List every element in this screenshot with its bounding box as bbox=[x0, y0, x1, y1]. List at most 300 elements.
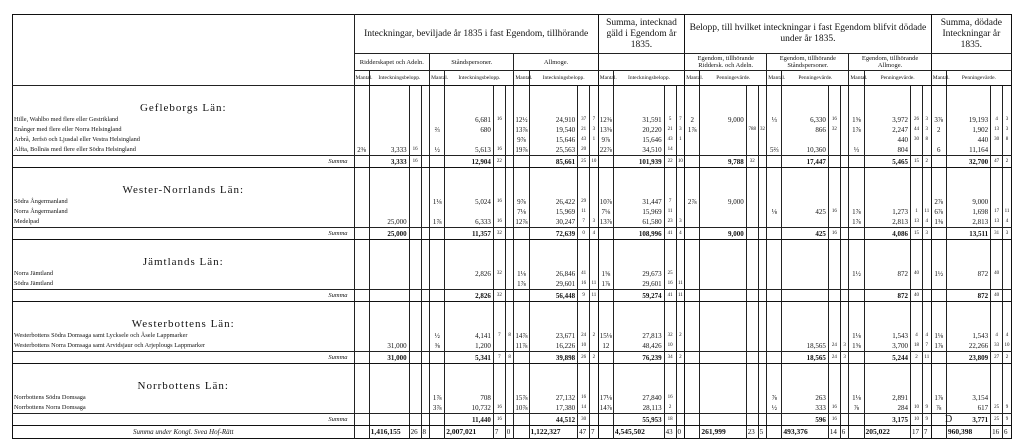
value-cell: 15,646 bbox=[613, 135, 664, 145]
value-cell bbox=[430, 156, 445, 168]
value-cell bbox=[685, 156, 700, 168]
value-cell: 15,969 bbox=[613, 207, 664, 217]
value-cell: 30,247 bbox=[529, 217, 578, 228]
value-cell bbox=[700, 125, 746, 135]
summa-row bbox=[13, 414, 1012, 426]
value-cell bbox=[505, 197, 514, 207]
value-cell bbox=[493, 341, 505, 352]
value-cell bbox=[409, 331, 421, 341]
value-cell: ⅓ bbox=[849, 145, 864, 156]
value-cell bbox=[782, 217, 828, 228]
value-cell bbox=[409, 341, 421, 352]
value-cell bbox=[849, 426, 864, 439]
value-cell: 41 bbox=[664, 228, 676, 240]
value-cell: 25 bbox=[991, 414, 1003, 426]
value-cell: 19,193 bbox=[946, 115, 990, 125]
value-cell: 4 bbox=[922, 217, 931, 228]
value-cell bbox=[590, 403, 599, 414]
value-cell bbox=[369, 414, 409, 426]
value-cell bbox=[369, 86, 409, 116]
value-cell: 3 bbox=[590, 125, 599, 135]
value-cell bbox=[828, 279, 840, 290]
value-cell: 3 bbox=[676, 217, 685, 228]
value-cell bbox=[676, 364, 685, 394]
value-cell bbox=[430, 352, 445, 364]
value-cell: 16 bbox=[409, 145, 421, 156]
value-cell: 47 bbox=[578, 426, 590, 439]
value-cell bbox=[767, 135, 782, 145]
value-cell bbox=[445, 168, 494, 198]
value-cell: 15,646 bbox=[529, 135, 578, 145]
value-cell: 9,000 bbox=[700, 228, 746, 240]
value-cell bbox=[700, 364, 746, 394]
value-cell: 11,164 bbox=[946, 145, 990, 156]
table-row-label: Enånger med flere eller Norra Helsingland bbox=[14, 126, 122, 133]
value-cell bbox=[409, 393, 421, 403]
value-cell bbox=[767, 352, 782, 364]
value-cell bbox=[767, 217, 782, 228]
value-cell: 0 bbox=[505, 426, 514, 439]
value-cell bbox=[430, 290, 445, 302]
value-cell bbox=[991, 197, 1003, 207]
value-cell: 30 bbox=[991, 135, 1003, 145]
summa-row-label: Summa bbox=[13, 290, 355, 302]
value-cell bbox=[445, 207, 494, 217]
summa-row-label: Summa bbox=[13, 352, 355, 364]
value-cell bbox=[590, 364, 599, 394]
value-cell bbox=[430, 279, 445, 290]
value-cell: 32 bbox=[493, 290, 505, 302]
value-cell bbox=[369, 197, 409, 207]
value-cell: 9 bbox=[922, 403, 931, 414]
value-cell bbox=[598, 168, 613, 198]
value-cell: 13⅞ bbox=[515, 126, 528, 134]
value-cell bbox=[782, 197, 828, 207]
value-cell bbox=[782, 135, 828, 145]
value-cell: 15⅞ bbox=[515, 394, 528, 402]
value-cell: 6 bbox=[931, 145, 946, 156]
table-row bbox=[13, 393, 1012, 403]
value-cell bbox=[664, 240, 676, 270]
county-heading bbox=[13, 240, 1012, 270]
value-cell bbox=[1003, 269, 1012, 279]
value-cell bbox=[430, 228, 445, 240]
value-cell bbox=[767, 426, 782, 439]
value-cell bbox=[849, 352, 864, 364]
value-cell: 16 bbox=[493, 403, 505, 414]
value-cell bbox=[613, 302, 664, 332]
value-cell bbox=[849, 240, 864, 270]
value-cell bbox=[931, 426, 946, 439]
value-cell: 72,639 bbox=[529, 228, 578, 240]
value-cell: 10,732 bbox=[445, 403, 494, 414]
value-cell bbox=[354, 279, 369, 290]
value-cell bbox=[445, 364, 494, 394]
value-cell bbox=[409, 240, 421, 270]
value-cell: 11 bbox=[676, 279, 685, 290]
value-cell: 18,565 bbox=[782, 352, 828, 364]
header-egendom-ridderskap: Egendom, tillhörande Riddersk. och Adeln. bbox=[685, 54, 767, 71]
value-cell bbox=[758, 403, 767, 414]
value-cell: 263 bbox=[782, 393, 828, 403]
value-cell bbox=[840, 125, 849, 135]
amount-header: Inteckningsbelopp. bbox=[369, 71, 430, 86]
value-cell: 205,022 bbox=[864, 426, 910, 439]
value-cell: 3 bbox=[1003, 228, 1012, 240]
value-cell bbox=[421, 197, 430, 207]
value-cell: 18 bbox=[911, 341, 923, 352]
value-cell bbox=[849, 279, 864, 290]
value-cell bbox=[746, 290, 758, 302]
county-heading-label: Norrbottens Län: bbox=[137, 380, 229, 392]
value-cell bbox=[598, 86, 613, 116]
value-cell bbox=[767, 197, 782, 207]
value-cell: 0 bbox=[676, 426, 685, 439]
value-cell: 2,891 bbox=[864, 393, 910, 403]
value-cell: 7 bbox=[590, 115, 599, 125]
value-cell: 1,543 bbox=[864, 331, 910, 341]
value-cell bbox=[758, 279, 767, 290]
value-cell: 24 bbox=[828, 341, 840, 352]
value-cell bbox=[840, 290, 849, 302]
value-cell bbox=[409, 228, 421, 240]
value-cell bbox=[354, 331, 369, 341]
value-cell: 284 bbox=[864, 403, 910, 414]
value-cell: 26,846 bbox=[529, 269, 578, 279]
value-cell: 108,996 bbox=[613, 228, 664, 240]
value-cell bbox=[758, 240, 767, 270]
value-cell bbox=[746, 217, 758, 228]
value-cell: 27 bbox=[991, 352, 1003, 364]
value-cell bbox=[598, 426, 613, 439]
value-cell bbox=[409, 302, 421, 332]
value-cell bbox=[931, 290, 946, 302]
value-cell bbox=[840, 168, 849, 198]
value-cell bbox=[430, 86, 445, 116]
value-cell: 27,813 bbox=[613, 331, 664, 341]
value-cell bbox=[700, 352, 746, 364]
value-cell: 37 bbox=[578, 115, 590, 125]
value-cell bbox=[514, 240, 529, 270]
value-cell bbox=[354, 403, 369, 414]
value-cell bbox=[685, 341, 700, 352]
value-cell: 61,580 bbox=[613, 217, 664, 228]
value-cell bbox=[590, 145, 599, 156]
table-row bbox=[13, 115, 1012, 125]
value-cell: 2 bbox=[685, 115, 700, 125]
value-cell: 440 bbox=[864, 135, 910, 145]
value-cell: 3 bbox=[922, 115, 931, 125]
value-cell: 7 bbox=[590, 426, 599, 439]
value-cell: 16 bbox=[828, 414, 840, 426]
value-cell bbox=[911, 302, 923, 332]
table-row bbox=[13, 145, 1012, 156]
value-cell bbox=[931, 302, 946, 332]
value-cell: ⅛ bbox=[767, 207, 782, 217]
value-cell bbox=[758, 207, 767, 217]
value-cell bbox=[430, 302, 445, 332]
value-cell bbox=[946, 279, 990, 290]
value-cell bbox=[931, 228, 946, 240]
value-cell bbox=[421, 217, 430, 228]
value-cell bbox=[445, 135, 494, 145]
value-cell: 12 bbox=[598, 341, 613, 352]
value-cell bbox=[746, 403, 758, 414]
value-cell: 11 bbox=[676, 290, 685, 302]
value-cell: ½ bbox=[430, 331, 445, 341]
value-cell: 1⅞ bbox=[685, 125, 700, 135]
value-cell: 18,565 bbox=[782, 341, 828, 352]
county-heading-label: Wester-Norrlands Län: bbox=[122, 184, 245, 196]
value-cell: 16 bbox=[493, 414, 505, 426]
value-cell bbox=[505, 269, 514, 279]
value-cell: 7 bbox=[493, 426, 505, 439]
value-cell bbox=[746, 302, 758, 332]
value-cell: 2,826 bbox=[445, 290, 494, 302]
value-cell: 7 bbox=[578, 217, 590, 228]
value-cell bbox=[840, 414, 849, 426]
value-cell bbox=[493, 86, 505, 116]
value-cell bbox=[931, 135, 946, 145]
value-cell bbox=[991, 240, 1003, 270]
value-cell bbox=[354, 352, 369, 364]
value-cell: 2,247 bbox=[864, 125, 910, 135]
value-cell bbox=[514, 290, 529, 302]
value-cell bbox=[782, 269, 828, 279]
value-cell: 16 bbox=[991, 426, 1003, 439]
summa-row bbox=[13, 290, 1012, 302]
value-cell: 101,939 bbox=[613, 156, 664, 168]
value-cell bbox=[590, 393, 599, 403]
header-blank-dodade bbox=[931, 54, 1011, 71]
value-cell bbox=[864, 279, 910, 290]
value-cell: 16 bbox=[493, 115, 505, 125]
value-cell bbox=[590, 269, 599, 279]
value-cell bbox=[421, 115, 430, 125]
value-cell: 2 bbox=[931, 125, 946, 135]
value-cell bbox=[767, 156, 782, 168]
value-cell bbox=[676, 414, 685, 426]
value-cell bbox=[409, 279, 421, 290]
value-cell: 9 bbox=[922, 414, 931, 426]
value-cell bbox=[421, 145, 430, 156]
value-cell: 31,591 bbox=[613, 115, 664, 125]
value-cell: 1⅞ bbox=[849, 207, 864, 217]
value-cell: 15 bbox=[911, 156, 923, 168]
value-cell bbox=[922, 393, 931, 403]
amount-header: Penningevärde. bbox=[946, 71, 1011, 86]
value-cell: 2,813 bbox=[946, 217, 990, 228]
header-summa-dodade: Summa, dödade Inteckningar år 1835. bbox=[931, 15, 1011, 54]
value-cell bbox=[421, 414, 430, 426]
value-cell: 17,380 bbox=[529, 403, 578, 414]
value-cell: 31,000 bbox=[369, 352, 409, 364]
value-cell bbox=[922, 279, 931, 290]
value-cell: 16 bbox=[828, 115, 840, 125]
value-cell: 11 bbox=[1003, 207, 1012, 217]
value-cell bbox=[1003, 145, 1012, 156]
value-cell: 3⅞ bbox=[430, 403, 445, 414]
value-cell: 15⅛ bbox=[599, 332, 612, 340]
value-cell bbox=[354, 115, 369, 125]
value-cell bbox=[746, 115, 758, 125]
value-cell bbox=[354, 125, 369, 135]
value-cell bbox=[676, 168, 685, 198]
value-cell bbox=[849, 86, 864, 116]
value-cell bbox=[505, 414, 514, 426]
value-cell: 16 bbox=[578, 279, 590, 290]
value-cell bbox=[828, 302, 840, 332]
value-cell bbox=[613, 168, 664, 198]
value-cell: 7⅛ bbox=[598, 207, 613, 217]
value-cell bbox=[505, 290, 514, 302]
value-cell: 2 bbox=[590, 352, 599, 364]
value-cell bbox=[782, 364, 828, 394]
value-cell: 17 bbox=[991, 207, 1003, 217]
value-cell bbox=[849, 364, 864, 394]
county-heading bbox=[13, 302, 1012, 332]
value-cell bbox=[782, 302, 828, 332]
header-ridderskapet: Ridderskapet och Adeln. bbox=[354, 54, 430, 71]
value-cell bbox=[590, 168, 599, 198]
value-cell: 23,671 bbox=[529, 331, 578, 341]
mantal-header: Mantal. bbox=[685, 71, 700, 86]
summa-row-label: Summa bbox=[13, 156, 355, 168]
value-cell: 24 bbox=[578, 331, 590, 341]
value-cell: 23 bbox=[746, 426, 758, 439]
value-cell bbox=[505, 279, 514, 290]
value-cell: 14 bbox=[664, 145, 676, 156]
value-cell: 872 bbox=[864, 290, 910, 302]
value-cell bbox=[1003, 290, 1012, 302]
value-cell: ⅓ bbox=[767, 115, 782, 125]
county-heading bbox=[13, 168, 1012, 198]
value-cell bbox=[369, 393, 409, 403]
value-cell: 2 bbox=[676, 331, 685, 341]
value-cell: 76,239 bbox=[613, 352, 664, 364]
value-cell bbox=[590, 86, 599, 116]
value-cell bbox=[505, 115, 514, 125]
summa-row bbox=[13, 156, 1012, 168]
value-cell: ⅔ bbox=[430, 125, 445, 135]
table-row bbox=[13, 217, 1012, 228]
value-cell: 1⅞ bbox=[430, 393, 445, 403]
value-cell: 493,376 bbox=[782, 426, 828, 439]
value-cell bbox=[840, 217, 849, 228]
value-cell: 9,000 bbox=[700, 197, 746, 207]
value-cell bbox=[514, 228, 529, 240]
value-cell bbox=[505, 86, 514, 116]
value-cell: 25 bbox=[664, 269, 676, 279]
value-cell: 34,510 bbox=[613, 145, 664, 156]
value-cell bbox=[409, 168, 421, 198]
value-cell bbox=[685, 364, 700, 394]
value-cell: 4 bbox=[676, 228, 685, 240]
amount-header: Penningevärde. bbox=[782, 71, 849, 86]
value-cell bbox=[828, 240, 840, 270]
value-cell bbox=[864, 168, 910, 198]
value-cell: 11 bbox=[664, 207, 676, 217]
value-cell bbox=[430, 240, 445, 270]
value-cell bbox=[746, 197, 758, 207]
value-cell: 708 bbox=[445, 393, 494, 403]
value-cell bbox=[505, 125, 514, 135]
value-cell bbox=[758, 414, 767, 426]
table-row-label: Hille, Wahlbo med flere eller Gestrikland bbox=[14, 116, 119, 123]
table-row-label: Södra Jämtland bbox=[14, 280, 53, 287]
value-cell bbox=[590, 207, 599, 217]
value-cell: 26 bbox=[911, 115, 923, 125]
value-cell bbox=[700, 217, 746, 228]
value-cell bbox=[922, 197, 931, 207]
value-cell bbox=[828, 364, 840, 394]
value-cell bbox=[369, 240, 409, 270]
table-row-label: Norra Ångermanland bbox=[14, 208, 68, 215]
value-cell bbox=[746, 168, 758, 198]
value-cell bbox=[685, 414, 700, 426]
value-cell: 0 bbox=[578, 228, 590, 240]
value-cell bbox=[685, 403, 700, 414]
value-cell: 13 bbox=[991, 217, 1003, 228]
value-cell bbox=[767, 125, 782, 135]
value-cell bbox=[991, 279, 1003, 290]
value-cell: 23,809 bbox=[946, 352, 990, 364]
grand-total-row bbox=[13, 426, 1012, 439]
value-cell: 3,154 bbox=[946, 393, 990, 403]
value-cell: 24 bbox=[828, 352, 840, 364]
value-cell bbox=[409, 197, 421, 207]
value-cell bbox=[758, 145, 767, 156]
value-cell bbox=[864, 197, 910, 207]
value-cell bbox=[849, 135, 864, 145]
value-cell: 9,788 bbox=[700, 156, 746, 168]
value-cell bbox=[782, 86, 828, 116]
value-cell bbox=[746, 207, 758, 217]
value-cell bbox=[931, 240, 946, 270]
value-cell: 3 bbox=[922, 228, 931, 240]
value-cell: 3 bbox=[1003, 125, 1012, 135]
value-cell: 4 bbox=[590, 228, 599, 240]
value-cell: 2⅜ bbox=[354, 145, 369, 156]
value-cell bbox=[421, 302, 430, 332]
header-blank-summa bbox=[598, 54, 684, 71]
value-cell: 12½ bbox=[515, 116, 528, 124]
value-cell bbox=[514, 414, 529, 426]
value-cell bbox=[746, 331, 758, 341]
value-cell: 11 bbox=[922, 352, 931, 364]
value-cell bbox=[931, 86, 946, 116]
value-cell bbox=[493, 393, 505, 403]
value-cell: 25 bbox=[991, 403, 1003, 414]
value-cell bbox=[767, 240, 782, 270]
value-cell bbox=[758, 393, 767, 403]
value-cell: 9⅞ bbox=[514, 135, 529, 145]
value-cell bbox=[505, 168, 514, 198]
value-cell bbox=[700, 168, 746, 198]
value-cell bbox=[409, 414, 421, 426]
value-cell bbox=[529, 240, 578, 270]
value-cell bbox=[911, 168, 923, 198]
value-cell: 5,465 bbox=[864, 156, 910, 168]
value-cell bbox=[421, 331, 430, 341]
value-cell bbox=[514, 302, 529, 332]
value-cell bbox=[840, 197, 849, 207]
header-allmoge: Allmoge. bbox=[514, 54, 598, 71]
value-cell: 13⅞ bbox=[599, 218, 612, 226]
value-cell bbox=[946, 168, 990, 198]
value-cell: 29,601 bbox=[529, 279, 578, 290]
header-inteckningar: Inteckningar, beviljade år 1835 i fast Egendom, tillhörande bbox=[354, 15, 598, 54]
